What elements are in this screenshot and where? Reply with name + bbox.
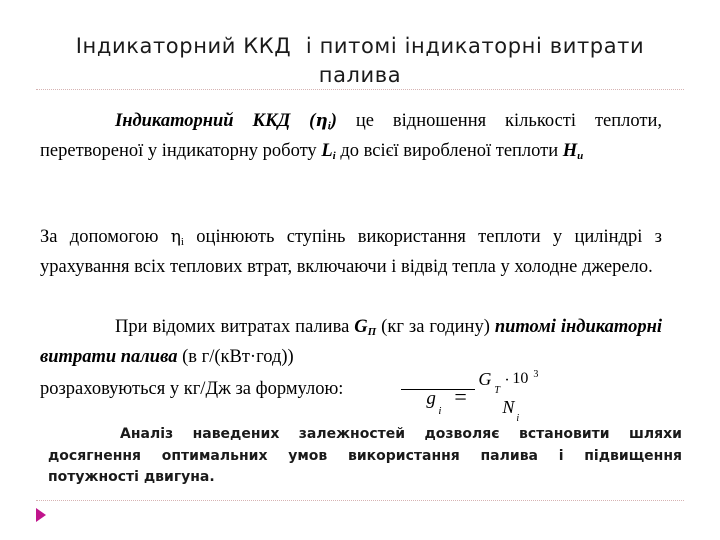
paragraph-indicator-efficiency: [40, 106, 662, 166]
eta-subscript: i: [327, 120, 331, 132]
bottom-divider: [36, 500, 684, 501]
definition-text-2: до всієї виробленої теплоти: [335, 141, 563, 161]
formula-exponent: 3: [533, 369, 539, 380]
consumption-text-2: (кг за годину): [376, 317, 495, 337]
eta-symbol-2: η: [170, 227, 181, 247]
unit-text: (в г/(кВт: [177, 347, 250, 367]
definition-text-1: це відношення кількості теплоти, перетвореної у індикаторну роботу: [40, 111, 662, 161]
work-symbol: L: [321, 141, 333, 161]
heat-symbol: H: [562, 141, 578, 161]
unit-dot: ·: [249, 347, 257, 367]
formula: [351, 369, 539, 424]
term-indicator-efficiency: Індикаторний ККД (: [115, 111, 316, 131]
paragraph-eta-usage: [40, 222, 662, 282]
usage-text-2: оцінюють ступінь використання теплоти у циліндрі з урахування всіх теплових втрат, включаючи і відвід тепла у холодне джерело.: [40, 227, 662, 277]
heat-subscript: u: [577, 150, 584, 162]
consumption-text-3: розраховуються у кг/Дж за формулою:: [40, 379, 344, 399]
usage-text-1: За допомогою: [40, 227, 171, 247]
slide-title: Індикаторний ККД і питомі індикаторні витрати палива: [75, 34, 652, 87]
formula-ten: 10: [512, 370, 529, 387]
fuel-rate-symbol: G: [354, 317, 368, 337]
eta-symbol: η: [315, 111, 328, 131]
formula-g-subscript: i: [438, 405, 442, 417]
term-close: ): [330, 111, 337, 131]
eta-subscript-2: i: [180, 236, 184, 248]
formula-numerator-subscript: T: [494, 385, 500, 396]
consumption-text-1: При відомих витратах палива: [115, 317, 355, 337]
paragraph-specific-consumption: [40, 312, 662, 424]
work-subscript: i: [332, 150, 336, 162]
formula-denominator-subscript: i: [516, 413, 520, 424]
top-divider: [36, 89, 684, 90]
formula-g: g: [426, 388, 436, 409]
formula-denominator-n: N: [502, 397, 515, 417]
formula-numerator-g: G: [478, 369, 492, 389]
term-specific-consumption: питомі індикаторні витрати палива: [40, 317, 662, 367]
fuel-rate-subscript: П: [367, 326, 377, 338]
formula-dot: ·: [504, 372, 510, 389]
unit-end: год)): [256, 347, 294, 367]
conclusion-note: Аналіз наведених залежностей дозволяє встановити шляхи досягнення оптимальних умов використання палива і підвищення потужності двигуна.: [48, 426, 682, 485]
next-slide-arrow-icon[interactable]: [36, 508, 46, 522]
fraction-bar: [401, 389, 475, 390]
formula-equals: =: [454, 384, 467, 409]
